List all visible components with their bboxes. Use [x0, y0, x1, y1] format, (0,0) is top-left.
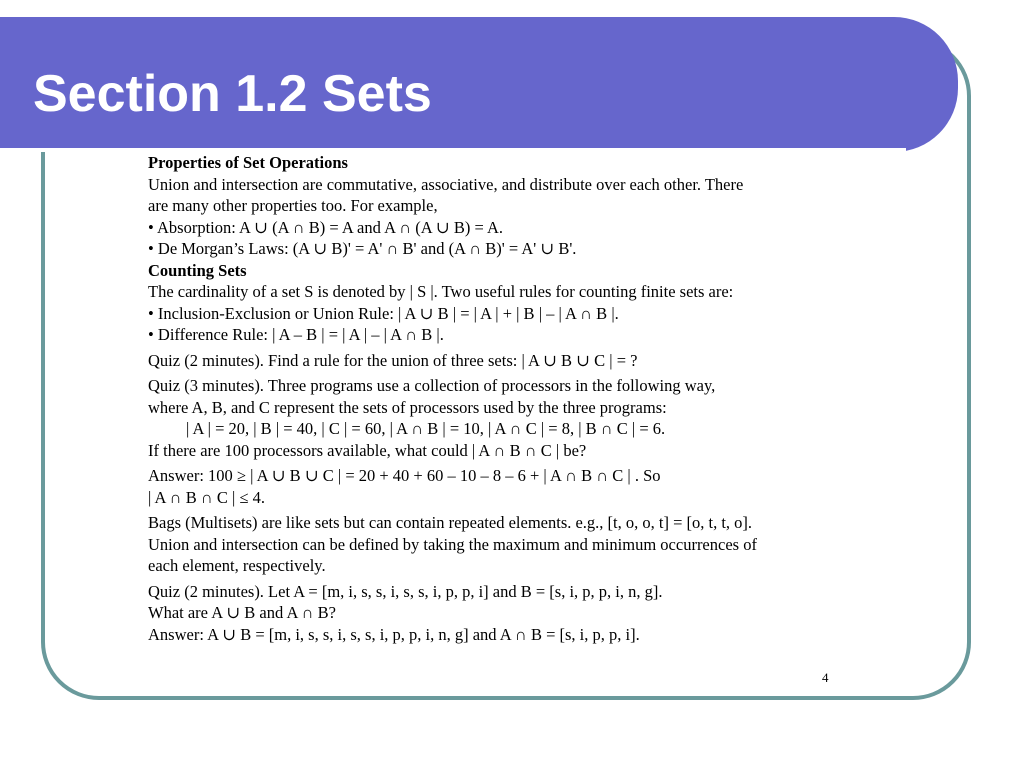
answer-line: Answer: 100 ≥ | A ∪ B ∪ C | = 20 + 40 + 60 – 10 – 8 – 6 + | A ∩ B ∩ C | . So [148, 466, 661, 485]
text-line: • De Morgan’s Laws: (A ∪ B)' = A' ∩ B' and (A ∩ B)' = A' ∪ B'. [148, 239, 577, 258]
answer-line: Answer: A ∪ B = [m, i, s, s, i, s, s, i, p, p, i, n, g] and A ∩ B = [s, i, p, p, i]. [148, 624, 640, 644]
heading-counting-sets: Counting Sets [148, 260, 247, 280]
text-line: If there are 100 processors available, what could | A ∩ B ∩ C | be? [148, 440, 587, 460]
quiz-line: Quiz (2 minutes). Let A = [m, i, s, s, i, s, s, i, p, p, i] and B = [s, i, p, p, i, n, g]. [148, 581, 663, 601]
title-bar [0, 17, 958, 152]
text-line: The cardinality of a set S is denoted by | S |. Two useful rules for counting finite sets are: [148, 282, 734, 301]
slide-title: Section 1.2 Sets [33, 65, 432, 123]
equation-line: | A | = 20, | B | = 40, | C | = 60, | A ∩ B | = 10, | A ∩ C | = 8, | B ∩ C | = 6. [186, 419, 666, 438]
text-line: where A, B, and C represent the sets of processors used by the three programs: [148, 397, 667, 417]
page-number: 4 [822, 670, 829, 685]
slide-content [148, 152, 872, 645]
text-line: • Inclusion-Exclusion or Union Rule: | A ∪ B | = | A | + | B | – | A ∩ B |. [148, 303, 619, 323]
text-line: • Absorption: A ∪ (A ∩ B) = A and A ∩ (A ∪ B) = A. [148, 217, 504, 237]
bags-line: Bags (Multisets) are like sets but can contain repeated elements. e.g., [t, o, o, t] = [o, t, t, o]. [148, 513, 753, 532]
text-line: • Difference Rule: | A – B | = | A | – | A ∩ B |. [148, 325, 444, 344]
heading-properties: Properties of Set Operations [148, 153, 348, 172]
quiz-line: Quiz (2 minutes). Find a rule for the union of three sets: | A ∪ B ∪ C | = ? [148, 350, 638, 370]
text-line: Union and intersection are commutative, associative, and distribute over each other. There [148, 174, 744, 194]
answer-line: | A ∩ B ∩ C | ≤ 4. [148, 487, 265, 507]
text-line: are many other properties too. For example, [148, 196, 438, 215]
text-line: What are A ∪ B and A ∩ B? [148, 603, 336, 622]
text-line: Union and intersection can be defined by taking the maximum and minimum occurrences of [148, 534, 757, 554]
text-line: each element, respectively. [148, 556, 326, 575]
quiz-line: Quiz (3 minutes). Three programs use a collection of processors in the following way, [148, 376, 716, 395]
